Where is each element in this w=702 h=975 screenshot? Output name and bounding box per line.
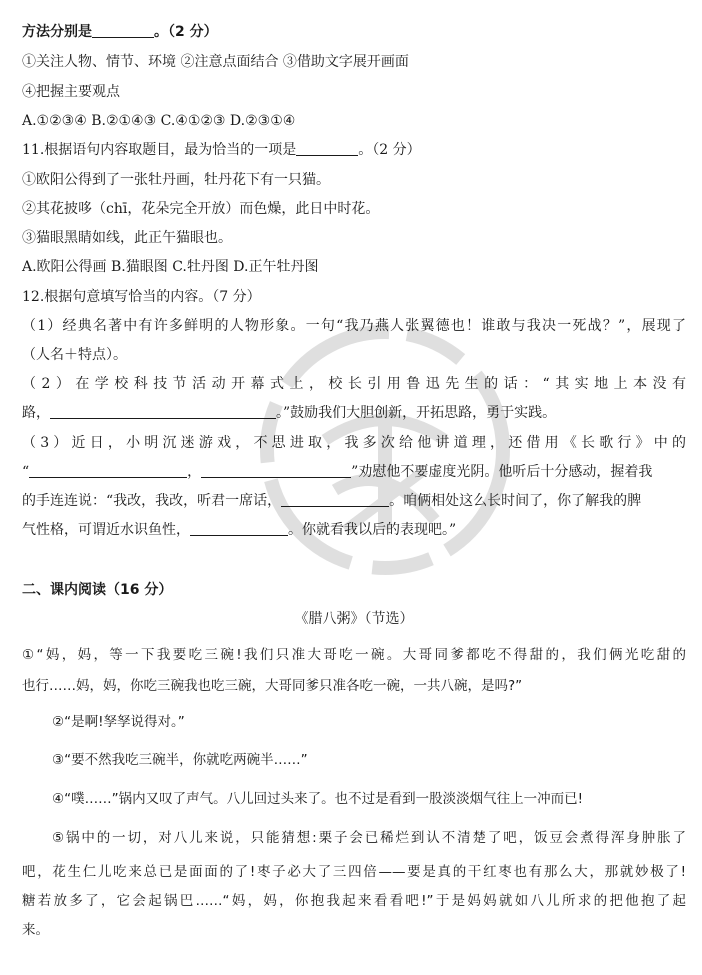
q10-choices: A.①②③④ B.②①④③ C.④①②③ D.②③①④ [22,113,296,129]
q12-part3-text-a: 的手连连说：“我改，我改，听君一席话， [22,493,282,509]
q10-answer-blank[interactable] [92,23,154,38]
q12-part2-lead: 路， [22,405,50,421]
q11-answer-blank[interactable] [296,141,358,156]
q12-part3-text-b: 。咱俩相处这么长时间了，你了解我的脾 [389,493,642,509]
q11-sentence-3: ③猫眼黑睛如线，此正午猫眼也。 [22,230,232,246]
q12-part3-line-2 [22,462,686,482]
q12-part2-tail: 。”鼓励我们大胆创新，开拓思路，勇于实践。 [276,405,557,421]
q11-stem [22,140,686,160]
passage-para-3: ③“要不然我吃三碗半，你就吃两碗半……” [52,752,308,768]
passage-para-5-line-2: 吧，花生仁儿吃来总已是面面的了!枣子必大了三四倍——要是真的干红枣也有那么大，那就妙极了! [22,864,686,880]
q12-part2-line-1: （2）在学校科技节活动开幕式上，校长引用鲁迅先生的话：“其实地上本没有 [22,376,686,392]
q12-part3-text-d: 。你就看我以后的表现吧。” [288,522,457,538]
q11-choices: A.欧阳公得画 B.猫眼图 C.牡丹图 D.正午牡丹图 [22,259,319,275]
q12-stem: 12.根据句意填写恰当的内容。（7 分） [22,289,261,305]
q11-score: 。（2 分） [358,142,421,158]
passage-para-1-line-1: ①“妈，妈，等一下我要吃三碗!我们只准大哥吃一碗。大哥同爹都吃不得甜的，我们俩光吃甜的 [22,647,686,663]
passage-para-1-line-2: 也行……妈，妈，你吃三碗我也吃三碗，大哥同爹只准各吃一碗，一共八碗，是吗?” [22,678,523,694]
q12-part1-line-1: （1）经典名著中有许多鲜明的人物形象。一句“我乃燕人张翼德也！谁敢与我决一死战？”，展现了 [22,318,686,334]
q11-sentence-2: ②其花披哆（chī，花朵完全开放）而色燥，此日中时花。 [22,201,380,217]
q12-part3-blank-2[interactable] [201,463,351,478]
q11-sentence-1: ①欧阳公得到了一张牡丹画，牡丹花下有一只猫。 [22,172,330,188]
q12-part3-blank-1[interactable] [29,463,187,478]
q10-options-line-2: ④把握主要观点 [22,84,120,100]
q12-part3-tail: ”劝慰他不要虚度光阴。他听后十分感动，握着我 [351,464,653,480]
passage-para-4: ④“噗……”锅内又叹了声气。八儿回过头来了。也不过是看到一股淡淡烟气往上一冲而已! [52,791,584,807]
q12-part3-quote-open: “ [22,464,30,480]
q10-score: 。（2 分） [154,24,218,40]
q12-part3-blank-3[interactable] [281,492,389,507]
passage-para-5-line-1: ⑤锅中的一切，对八儿来说，只能猜想:栗子会已稀烂到认不清楚了吧，饭豆会煮得浑身肿胀了 [52,830,686,846]
q12-part2-line-2 [22,403,686,423]
passage-title: 《腊八粥》（节选） [294,611,414,627]
q12-part3-comma: ， [187,464,202,480]
passage-para-5-line-3: 糖若放多了，它会起锅巴……“妈，妈，你抱我起来看看吧!”于是妈妈就如八儿所求的把他抱了起 [22,893,686,909]
q12-part2-blank[interactable] [50,404,276,419]
q12-part1-line-2: （人名＋特点）。 [22,347,127,363]
q12-part3-blank-4[interactable] [190,521,288,536]
q10-stem-text: 方法分别是 [22,24,92,40]
q11-stem-text: 11.根据语句内容取题目，最为恰当的一项是 [22,142,297,158]
q10-stem-end [22,22,686,42]
section-2-heading: 二、课内阅读（16 分） [22,582,173,598]
q12-part3-line-4 [22,520,686,540]
q12-part3-text-c: 气性格，可谓近水识鱼性， [22,522,190,538]
q12-part3-line-1: （3）近日，小明沉迷游戏，不思进取，我多次给他讲道理，还借用《长歌行》中的 [22,435,686,451]
q10-options-line-1: ①关注人物、情节、环境 ②注意点面结合 ③借助文字展开画面 [22,54,409,70]
passage-para-2: ②“是啊!孥孥说得对。” [52,714,185,730]
passage-para-5-line-4: 来。 [22,922,49,938]
q12-part3-line-3 [22,491,686,511]
